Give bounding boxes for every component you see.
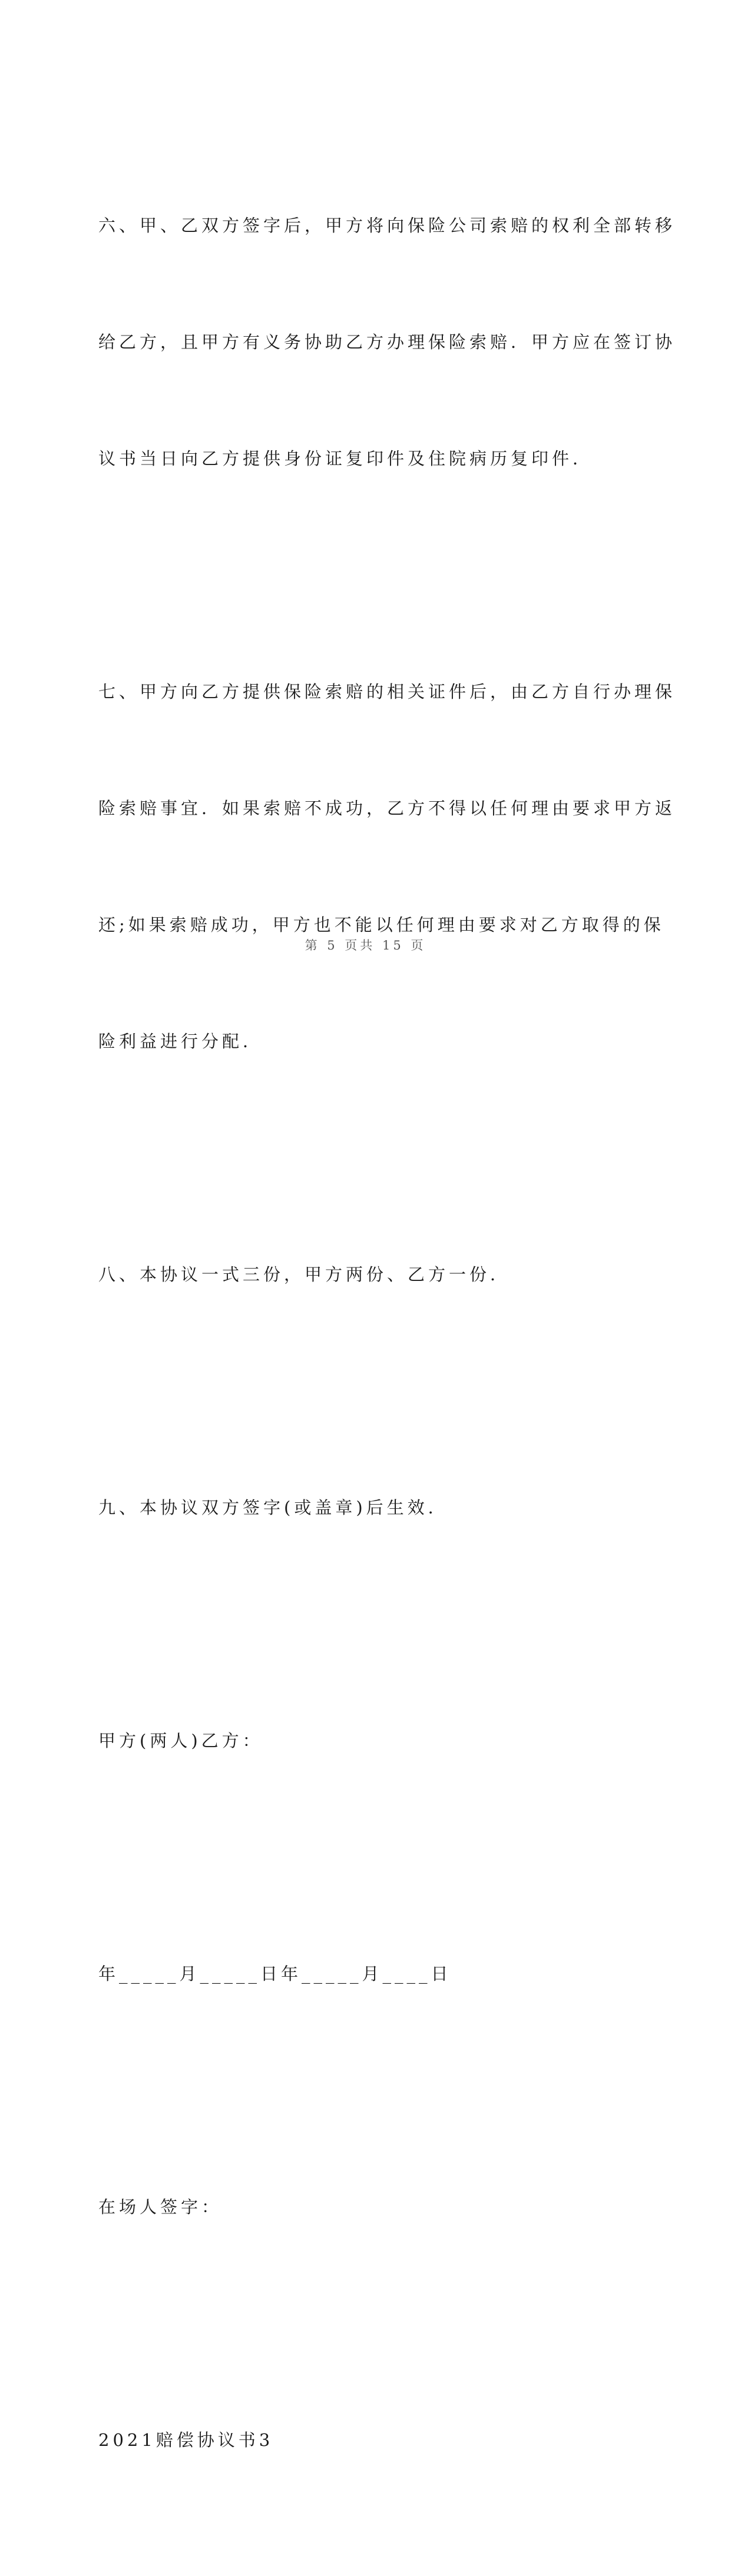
text-line: 九、本协议双方签字(或盖章)后生效． [98, 1498, 449, 1518]
witness-signature-line [98, 2110, 646, 2304]
text-line: 议书当日向乙方提供身份证复印件及住院病历复印件． [98, 449, 594, 469]
document-body [98, 128, 676, 2576]
text-line: 六、甲、乙双方签字后，甲方将向保险公司索赔的权利全部转移 [98, 215, 676, 235]
clause-9 [98, 1410, 646, 1605]
text-line: 险利益进行分配． [98, 1031, 264, 1051]
text-line: 2021赔偿协议书3 [98, 2430, 274, 2450]
text-line: 还;如果索赔成功，甲方也不能以任何理由要求对乙方取得的保 [98, 915, 664, 935]
clause-8 [98, 1177, 646, 1372]
text-line: 甲方(两人)乙方： [98, 1731, 263, 1751]
clause-7 [98, 595, 676, 1138]
section-heading [98, 2343, 646, 2537]
text-line: 在场人签字： [98, 2197, 223, 2217]
text-line: 险索赔事宜．如果索赔不成功，乙方不得以任何理由要求甲方返 [98, 798, 676, 818]
text-line: 给乙方，且甲方有义务协助乙方办理保险索赔．甲方应在签订协 [98, 332, 676, 352]
date-line [98, 1877, 646, 2071]
text-line: 年_____月_____日年_____月____日 [98, 1964, 452, 1984]
text-line: 八、本协议一式三份，甲方两份、乙方一份． [98, 1264, 511, 1284]
party-signature-line [98, 1644, 646, 1838]
text-line: 七、甲方向乙方提供保险索赔的相关证件后，由乙方自行办理保 [98, 682, 676, 702]
clause-6 [98, 128, 676, 556]
page-number-footer: 第 5 页共 15 页 [305, 938, 426, 952]
